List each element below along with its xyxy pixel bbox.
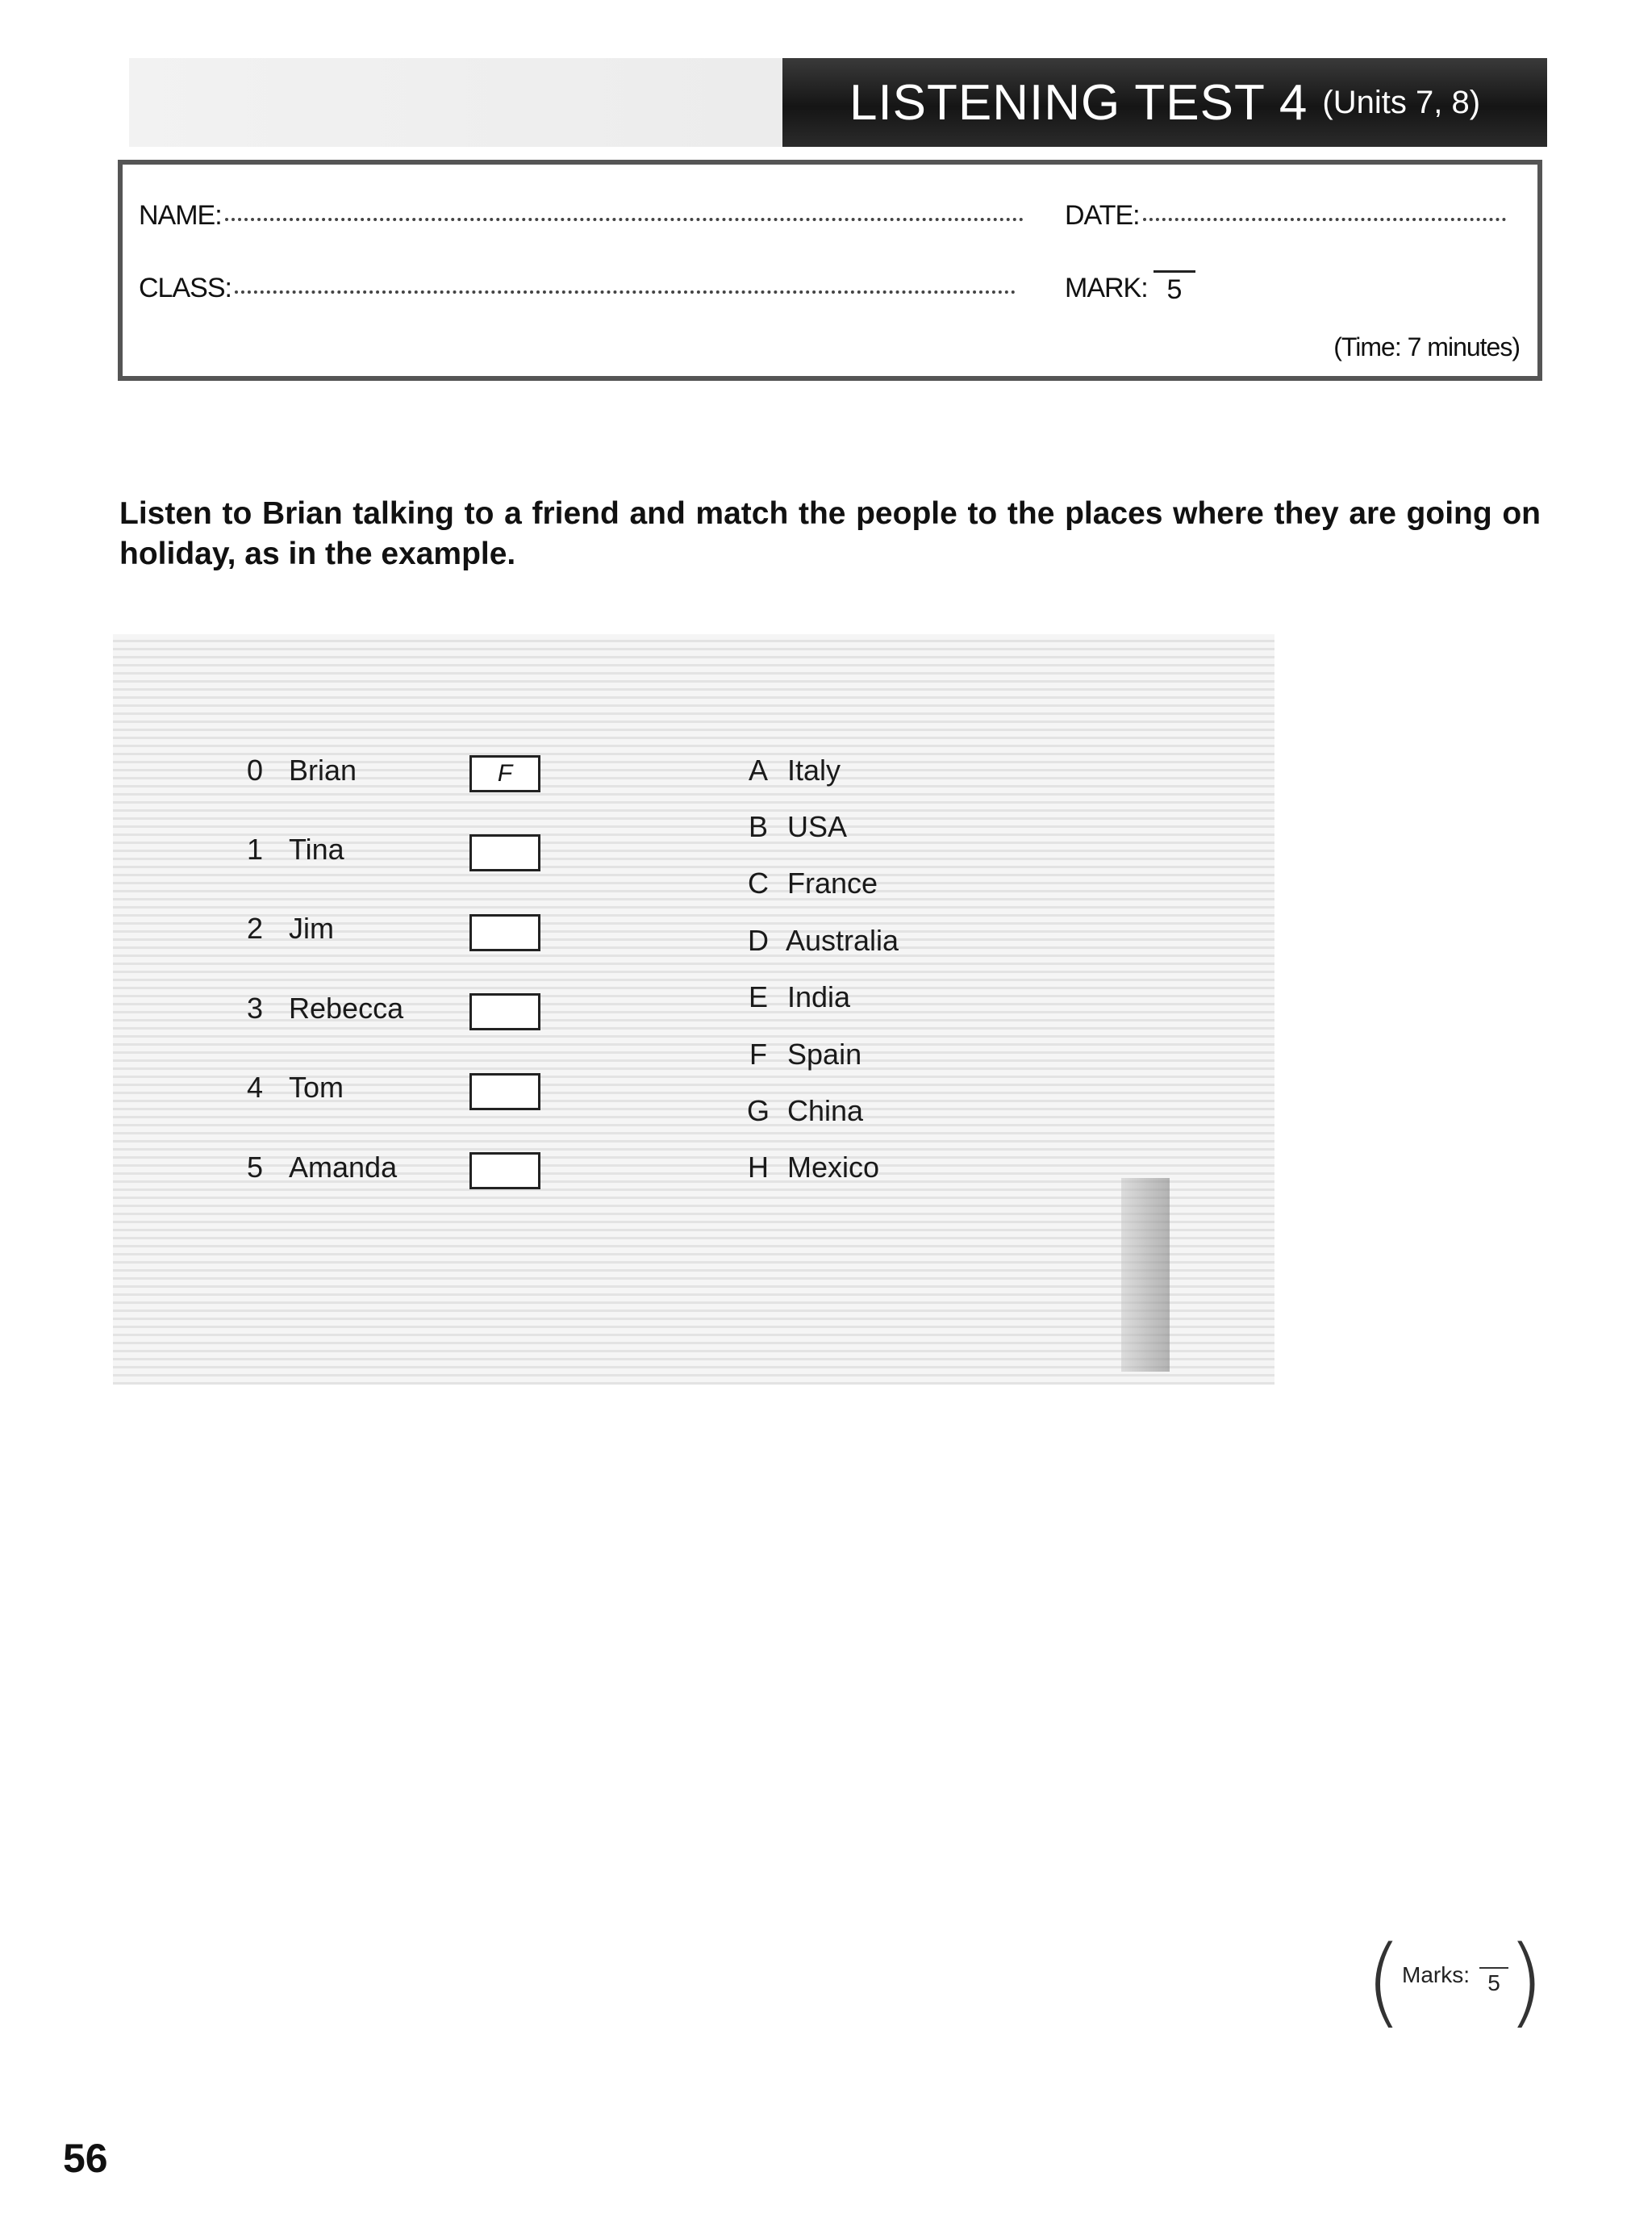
person-name: Jim — [289, 912, 334, 945]
place-row — [737, 810, 847, 844]
place-letter: C — [748, 867, 769, 900]
person-row — [247, 1071, 344, 1105]
place-row — [737, 980, 850, 1014]
class-label: CLASS: — [139, 273, 232, 303]
left-paren-icon: ( — [1365, 1926, 1403, 2038]
person-number: 0 — [247, 754, 264, 787]
person-name: Tina — [289, 833, 344, 866]
class-line — [235, 290, 1016, 294]
person-name: Tom — [289, 1071, 344, 1104]
marks-fraction-bar — [1479, 1967, 1508, 1969]
place-name: Spain — [787, 1038, 862, 1071]
answer-box-4[interactable] — [469, 1073, 540, 1110]
page-number: 56 — [63, 2136, 108, 2181]
place-name: France — [787, 867, 878, 900]
place-row — [737, 867, 878, 900]
person-name: Amanda — [289, 1151, 398, 1184]
date-line — [1143, 218, 1506, 221]
place-row — [737, 924, 899, 958]
place-row — [737, 1038, 861, 1071]
class-field[interactable] — [139, 273, 1016, 304]
place-name: China — [787, 1094, 864, 1127]
test-title: LISTENING TEST 4 — [849, 74, 1308, 131]
place-letter: E — [748, 980, 768, 1013]
place-letter: F — [749, 1038, 767, 1071]
place-name: Mexico — [787, 1151, 880, 1184]
answer-box-0[interactable]: F — [469, 755, 540, 792]
place-row — [737, 754, 841, 787]
place-name: USA — [787, 810, 848, 843]
date-label: DATE: — [1065, 200, 1140, 231]
person-number: 1 — [247, 833, 264, 866]
person-name: Brian — [289, 754, 357, 787]
answer-box-5[interactable] — [469, 1152, 540, 1189]
mark-label: MARK: — [1065, 273, 1148, 303]
mark-total: 5 — [1166, 274, 1183, 305]
person-row — [247, 754, 357, 787]
person-row — [247, 1151, 397, 1184]
mark-field — [1065, 273, 1148, 304]
instructions: Listen to Brian talking to a friend and match the people to the places where they are going on holiday, as in the example. — [119, 496, 1541, 571]
place-letter: G — [746, 1094, 770, 1127]
marks-total: 5 — [1487, 1970, 1500, 1995]
person-row — [247, 833, 344, 867]
person-name: Rebecca — [289, 992, 404, 1025]
test-title-bar — [782, 58, 1547, 147]
place-letter: B — [748, 810, 768, 843]
place-row — [737, 1094, 863, 1128]
person-number: 4 — [247, 1071, 264, 1104]
name-field[interactable] — [139, 200, 1024, 232]
mark-fraction — [1153, 270, 1195, 306]
fraction-bar — [1153, 270, 1195, 273]
person-row — [247, 912, 334, 946]
place-letter: H — [748, 1151, 769, 1184]
person-number: 5 — [247, 1151, 264, 1184]
right-paren-icon: ) — [1507, 1926, 1545, 2038]
person-number: 2 — [247, 912, 264, 945]
place-letter: A — [748, 754, 768, 787]
marks-fraction — [1479, 1967, 1508, 1996]
place-name: India — [787, 980, 851, 1013]
test-units: (Units 7, 8) — [1322, 84, 1481, 120]
student-info-box — [118, 160, 1542, 381]
place-name: Italy — [787, 754, 841, 787]
answer-box-3[interactable] — [469, 993, 540, 1030]
place-name: Australia — [786, 924, 899, 957]
person-number: 3 — [247, 992, 264, 1025]
place-letter: D — [748, 924, 769, 957]
time-note: (Time: 7 minutes) — [1333, 332, 1520, 361]
bleed-through-banner — [129, 58, 791, 147]
place-row — [737, 1151, 879, 1184]
marks-label: Marks: — [1402, 1962, 1470, 1987]
person-row — [247, 992, 403, 1026]
answer-box-2[interactable] — [469, 914, 540, 951]
marks-badge — [1365, 1926, 1545, 2038]
answer-box-1[interactable] — [469, 834, 540, 871]
name-label: NAME: — [139, 200, 222, 231]
photo-edge-shadow — [1121, 1178, 1170, 1372]
date-field[interactable] — [1065, 200, 1506, 232]
name-line — [225, 218, 1024, 221]
